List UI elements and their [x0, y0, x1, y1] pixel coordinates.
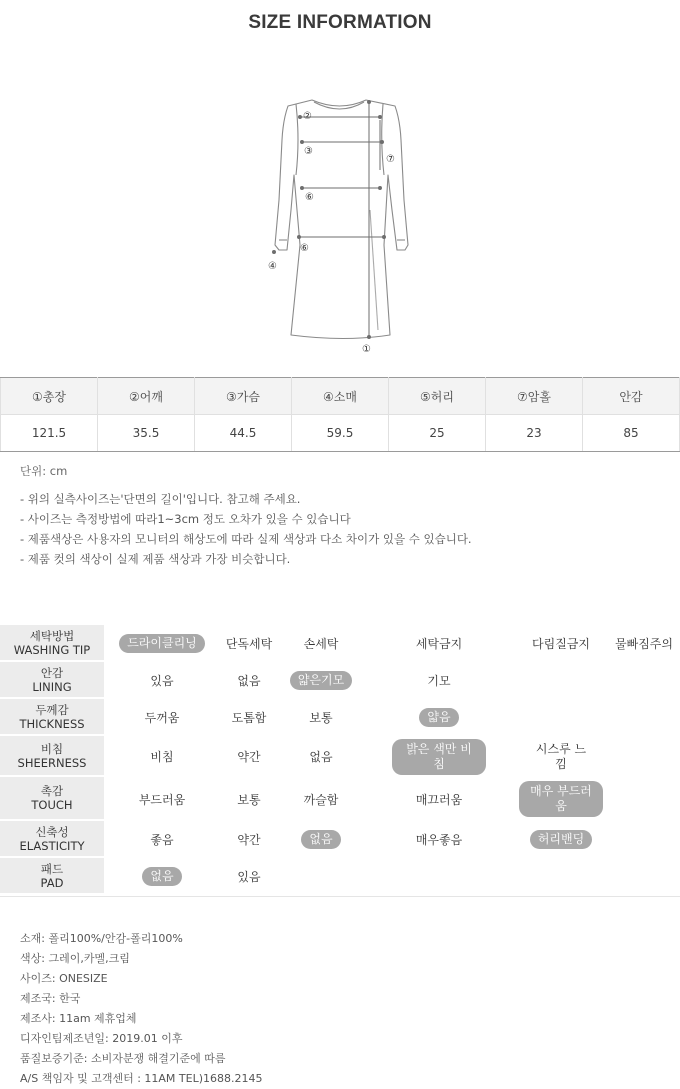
washing-option: 다림질금지	[532, 637, 590, 651]
size-table	[0, 377, 680, 452]
sheerness-option: 약간	[237, 750, 261, 764]
washing-row	[0, 625, 680, 662]
product-info-warranty: 품질보증기준: 소비자분쟁 해결기준에 따름	[20, 1052, 226, 1065]
washing-option: 단독세탁	[225, 637, 273, 651]
page-title: SIZE INFORMATION	[248, 12, 432, 33]
size-table-value-row	[1, 415, 680, 452]
size-value-shoulder: 35.5	[98, 415, 195, 452]
size-table-header-row	[1, 378, 680, 415]
product-info-color: 색상: 그레이,카멜,크림	[20, 952, 130, 965]
touch-option: 부드러움	[138, 792, 186, 807]
elasticity-label: 신축성 ELASTICITY	[0, 821, 104, 858]
product-info-list	[20, 929, 263, 1089]
note-item: - 사이즈는 측정방법에 따라1~3cm 정도 오차가 있을 수 있습니다	[20, 512, 351, 526]
note-item: - 제품 컷의 색상이 실제 제품 색상과 가장 비슷합니다.	[20, 552, 291, 566]
size-value-length: 121.5	[1, 415, 98, 452]
washing-option: 물빠짐주의	[615, 637, 673, 651]
sheerness-label: 비침 SHEERNESS	[0, 736, 104, 777]
size-value-waist: 25	[389, 415, 486, 452]
washing-option: 드라이클리닝	[104, 625, 220, 662]
product-info-size: 사이즈: ONESIZE	[20, 972, 108, 985]
elasticity-option: 없음	[278, 821, 364, 858]
product-info-date: 디자인팀제조년일: 2019.01 이후	[20, 1032, 183, 1045]
touch-option: 까슬함	[303, 792, 339, 807]
pad-option: 있음	[237, 870, 261, 884]
marker-4: ④	[268, 261, 277, 272]
lining-option: 없음	[237, 674, 261, 688]
sheerness-row	[0, 736, 680, 777]
lining-option: 기모	[427, 674, 451, 688]
unit-label: 단위: cm	[20, 464, 68, 478]
thickness-option: 도톰함	[231, 711, 267, 725]
product-info-material: 소재: 폴리100%/안감-폴리100%	[20, 932, 183, 945]
pad-row	[0, 858, 680, 895]
size-header-lining: 안감	[583, 378, 680, 415]
thickness-row	[0, 699, 680, 736]
size-header-sleeve: ④소매	[292, 378, 389, 415]
marker-3: ③	[304, 146, 313, 157]
thickness-option: 보통	[309, 711, 333, 725]
size-header-chest: ③가슴	[195, 378, 292, 415]
lining-row	[0, 662, 680, 699]
elasticity-option: 허리밴딩	[514, 821, 608, 858]
touch-option: 보통	[237, 792, 261, 807]
note-item: - 위의 실측사이즈는'단면의 길이'입니다. 참고해 주세요.	[20, 492, 301, 506]
size-value-lining: 85	[583, 415, 680, 452]
marker-1: ①	[362, 344, 371, 355]
sheerness-option: 없음	[309, 750, 333, 764]
washing-label: 세탁방법 WASHING TIP	[0, 625, 104, 662]
thickness-option: 얇음	[364, 699, 514, 736]
divider	[0, 896, 680, 897]
touch-label: 촉감 TOUCH	[0, 777, 104, 821]
marker-6a: ⑥	[305, 192, 314, 203]
lining-option: 있음	[150, 674, 174, 688]
washing-option: 손세탁	[303, 637, 339, 651]
pad-label: 패드 PAD	[0, 858, 104, 895]
product-info-country: 제조국: 한국	[20, 992, 81, 1005]
notes-list	[20, 489, 472, 569]
size-header-armhole: ⑦암홀	[486, 378, 583, 415]
elasticity-option: 약간	[237, 833, 261, 847]
elasticity-option: 매우좋음	[415, 833, 463, 847]
sheerness-option: 시스루 느낌	[535, 741, 587, 771]
size-header-length: ①총장	[1, 378, 98, 415]
sheerness-option: 비침	[150, 750, 174, 764]
thickness-option: 두꺼움	[144, 711, 180, 725]
size-header-shoulder: ②어깨	[98, 378, 195, 415]
product-info-maker: 제조사: 11am 제휴업체	[20, 1012, 137, 1025]
washing-option: 세탁금지	[415, 637, 463, 651]
marker-6b: ⑥	[300, 243, 309, 254]
dress-outline	[275, 100, 408, 339]
sheerness-option: 밝은 색만 비침	[364, 736, 514, 777]
elasticity-option: 좋음	[150, 833, 174, 847]
note-item: - 제품색상은 사용자의 모니터의 해상도에 따라 실제 색상과 다소 차이가 있을 수 있습니다.	[20, 532, 472, 546]
product-info-support: A/S 책임자 및 고객센터 : 11AM TEL)1688.2145	[20, 1072, 263, 1085]
marker-2: ②	[303, 111, 312, 122]
size-header-waist: ⑤허리	[389, 378, 486, 415]
size-value-chest: 44.5	[195, 415, 292, 452]
thickness-label: 두께감 THICKNESS	[0, 699, 104, 736]
size-value-sleeve: 59.5	[292, 415, 389, 452]
size-value-armhole: 23	[486, 415, 583, 452]
pad-option: 없음	[104, 858, 220, 895]
fabric-attribute-table	[0, 625, 680, 895]
elasticity-row	[0, 821, 680, 858]
lining-label: 안감 LINING	[0, 662, 104, 699]
dress-diagram	[0, 80, 680, 380]
lining-option: 얇은기모	[278, 662, 364, 699]
touch-option: 매우 부드러움	[514, 777, 608, 821]
marker-7: ⑦	[386, 154, 395, 165]
touch-row	[0, 777, 680, 821]
touch-option: 매끄러움	[415, 792, 463, 807]
